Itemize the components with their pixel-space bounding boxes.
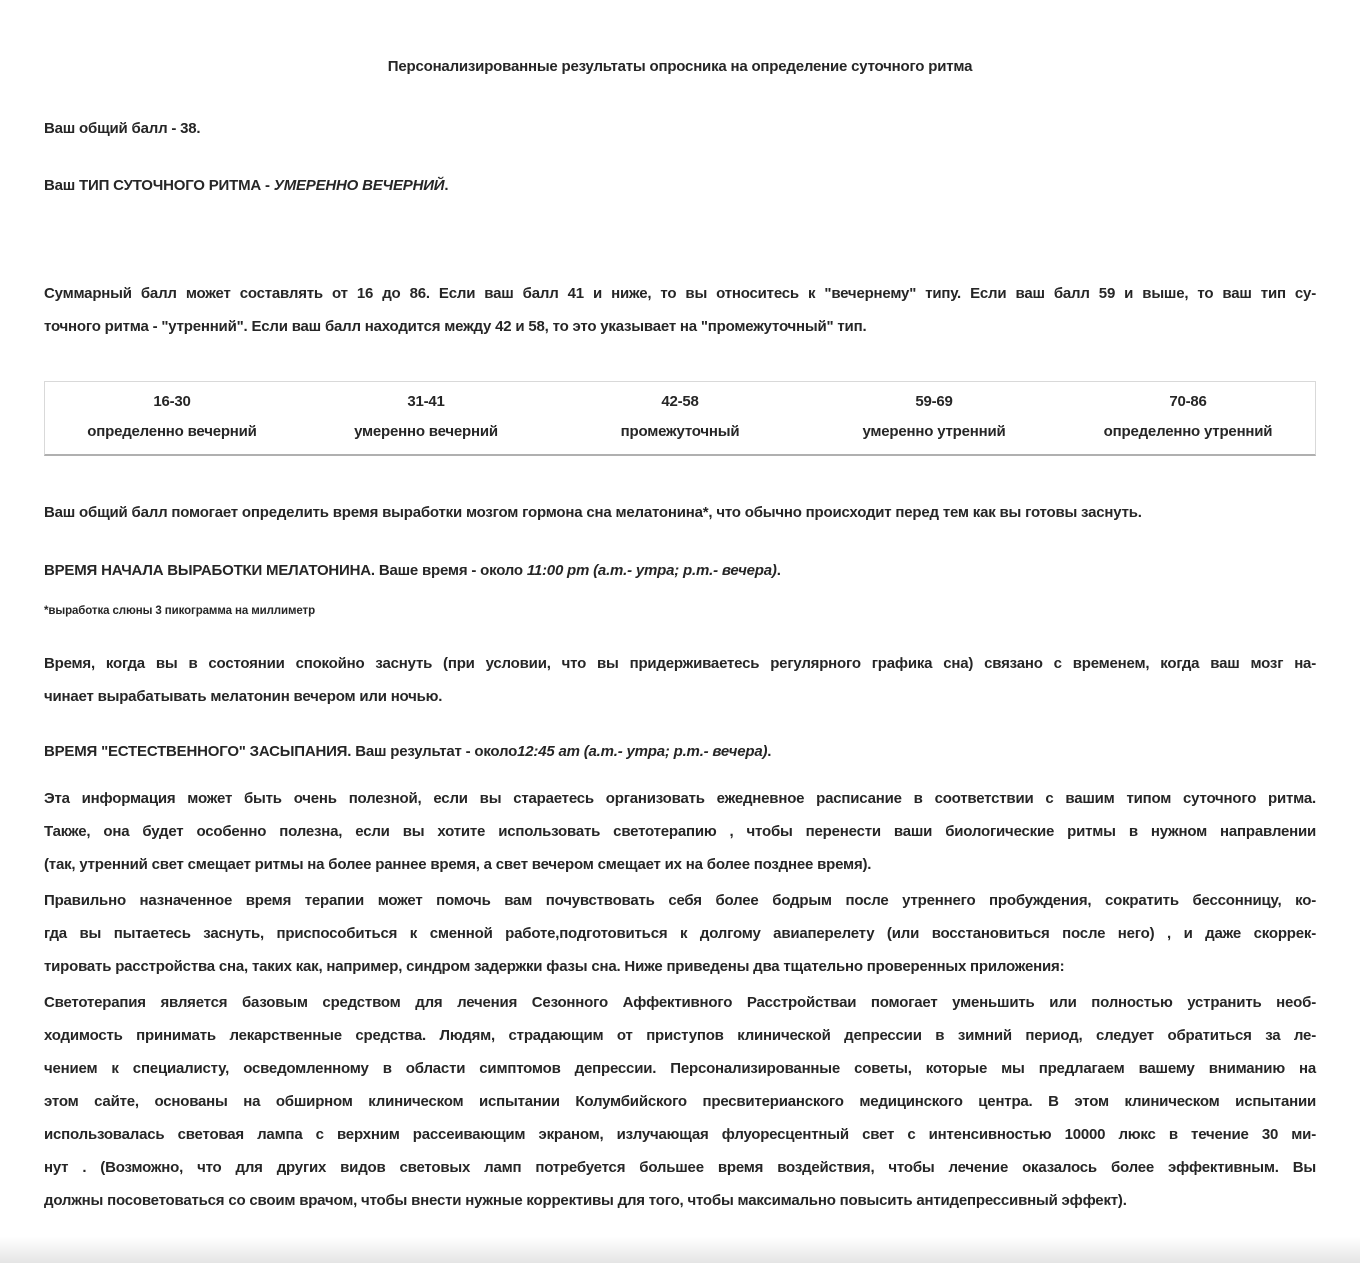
table-column-intermediate bbox=[553, 390, 807, 444]
label-cell: определенно утренний bbox=[1103, 423, 1273, 440]
text-line: ходимость принимать лекарственные средства. Людям, страдающим от приступов клинической депрессии в зимний период, следует обратиться за ле- bbox=[44, 1027, 1316, 1044]
results-page bbox=[0, 56, 1360, 1217]
text-line: Светотерапия является базовым средством для лечения Сезонного Аффективного Расстройстваи помогает уменьшить или полностью устранить необ- bbox=[44, 994, 1316, 1011]
text-line: использовалась световая лампа с верхним рассеивающим экраном, излучающая флуоресцентный свет с интенсивностью 10000 люкс в течение 30 ми- bbox=[44, 1126, 1316, 1143]
rhythm-type-suffix: . bbox=[444, 177, 449, 194]
text-line: чением к специалисту, осведомленному в области симптомов депрессии. Персонализированные советы, которые мы предлагаем вашему вниманию на bbox=[44, 1060, 1316, 1077]
melatonin-onset-heading bbox=[44, 554, 1316, 587]
text-line: должны посоветоваться со своим врачом, чтобы внести нужные коррективы для того, чтобы максимально повысить антидепрессивный эффект). bbox=[44, 1192, 1127, 1209]
total-score-line: Ваш общий балл - 38. bbox=[44, 120, 201, 137]
score-range-table bbox=[44, 381, 1316, 456]
paragraph-score-ranges bbox=[44, 277, 1316, 343]
sleep-time-value: 12:45 am (a.m.- утра; p.m.- вечера) bbox=[517, 743, 768, 760]
page-title: Персонализированные результаты опросника на определение суточного ритма bbox=[387, 58, 973, 75]
table-column-definitely-evening bbox=[45, 390, 299, 444]
table-column-moderately-evening bbox=[299, 390, 553, 444]
text-line: точного ритма - "утренний". Если ваш балл находится между 42 и 58, то это указывает на "промежуточный" тип. bbox=[44, 318, 867, 335]
text-line: (так, утренний свет смещает ритмы на более раннее время, а свет вечером смещает их на более позднее время). bbox=[44, 856, 872, 873]
text-line: Время, когда вы в состоянии спокойно заснуть (при условии, что вы придерживаетесь регулярного графика сна) связано с временем, когда ваш мозг на- bbox=[44, 655, 1316, 672]
paragraph-melatonin-explain bbox=[44, 647, 1316, 713]
table-column-definitely-morning bbox=[1061, 390, 1315, 444]
text-line: гда вы пытаетесь заснуть, приспособиться к сменной работе,подготовиться к долгому авиаперелету (или восстановиться после него) , и даже скоррек- bbox=[44, 925, 1316, 942]
paragraph-usefulness bbox=[44, 782, 1316, 881]
range-cell: 16-30 bbox=[153, 393, 191, 410]
text-line: Правильно назначенное время терапии может помочь вам почувствовать себя более бодрым после утреннего пробуждения, сократить бессонницу, ко- bbox=[44, 892, 1316, 909]
range-cell: 70-86 bbox=[1169, 393, 1207, 410]
text-line: чинает вырабатывать мелатонин вечером или ночью. bbox=[44, 688, 443, 705]
melatonin-time-value: 11:00 pm (a.m.- утра; p.m.- вечера) bbox=[526, 562, 777, 579]
range-cell: 42-58 bbox=[661, 393, 699, 410]
natural-sleep-heading bbox=[44, 735, 1316, 768]
saliva-footnote: *выработка слюны 3 пикограмма на миллиметр bbox=[44, 605, 315, 617]
rhythm-type-value: УМЕРЕННО ВЕЧЕРНИЙ bbox=[273, 177, 445, 194]
sleep-heading-suffix: . bbox=[767, 743, 772, 760]
paragraph-therapy-timing bbox=[44, 884, 1316, 983]
label-cell: умеренно вечерний bbox=[354, 423, 498, 440]
melatonin-heading-prefix: ВРЕМЯ НАЧАЛА ВЫРАБОТКИ МЕЛАТОНИНА. Ваше время - около bbox=[44, 562, 527, 579]
table-column-moderately-morning bbox=[807, 390, 1061, 444]
sleep-heading-prefix: ВРЕМЯ "ЕСТЕСТВЕННОГО" ЗАСЫПАНИЯ. Ваш результат - около bbox=[44, 743, 518, 760]
paragraph-melatonin-intro: Ваш общий балл помогает определить время выработки мозгом гормона сна мелатонина*, что обычно происходит перед тем как вы готовы заснуть. bbox=[44, 504, 1142, 521]
text-line: этом сайте, основаны на обширном клиническом испытании Колумбийского пресвитерианского медицинского центра. В этом клиническом испытании bbox=[44, 1093, 1316, 1110]
text-line: тировать расстройства сна, таких как, например, синдром задержки фазы сна. Ниже приведены два тщательно проверенных приложения: bbox=[44, 958, 1065, 975]
label-cell: определенно вечерний bbox=[87, 423, 257, 440]
label-cell: умеренно утренний bbox=[862, 423, 1006, 440]
label-cell: промежуточный bbox=[620, 423, 740, 440]
text-line: Эта информация может быть очень полезной, если вы стараетесь организовать ежедневное расписание в соответствии с вашим типом суточного ритма. bbox=[44, 790, 1316, 807]
range-cell: 31-41 bbox=[407, 393, 445, 410]
bottom-fade-gradient bbox=[0, 1237, 1360, 1263]
range-cell: 59-69 bbox=[915, 393, 953, 410]
paragraph-light-therapy bbox=[44, 986, 1316, 1217]
melatonin-heading-suffix: . bbox=[776, 562, 781, 579]
rhythm-type-prefix: Ваш ТИП СУТОЧНОГО РИТМА - bbox=[44, 177, 274, 194]
text-line: нут . (Возможно, что для других видов световых ламп потребуется большее время воздействия, чтобы лечение оказалось более эффективным. Вы bbox=[44, 1159, 1316, 1176]
text-line: Также, она будет особенно полезна, если вы хотите использовать светотерапию , чтобы перенести ваши биологические ритмы в нужном направлении bbox=[44, 823, 1316, 840]
rhythm-type-line bbox=[44, 169, 1316, 202]
text-line: Суммарный балл может составлять от 16 до 86. Если ваш балл 41 и ниже, то вы относитесь к "вечернему" типу. Если ваш балл 59 и выше, то ваш тип су- bbox=[44, 285, 1316, 302]
